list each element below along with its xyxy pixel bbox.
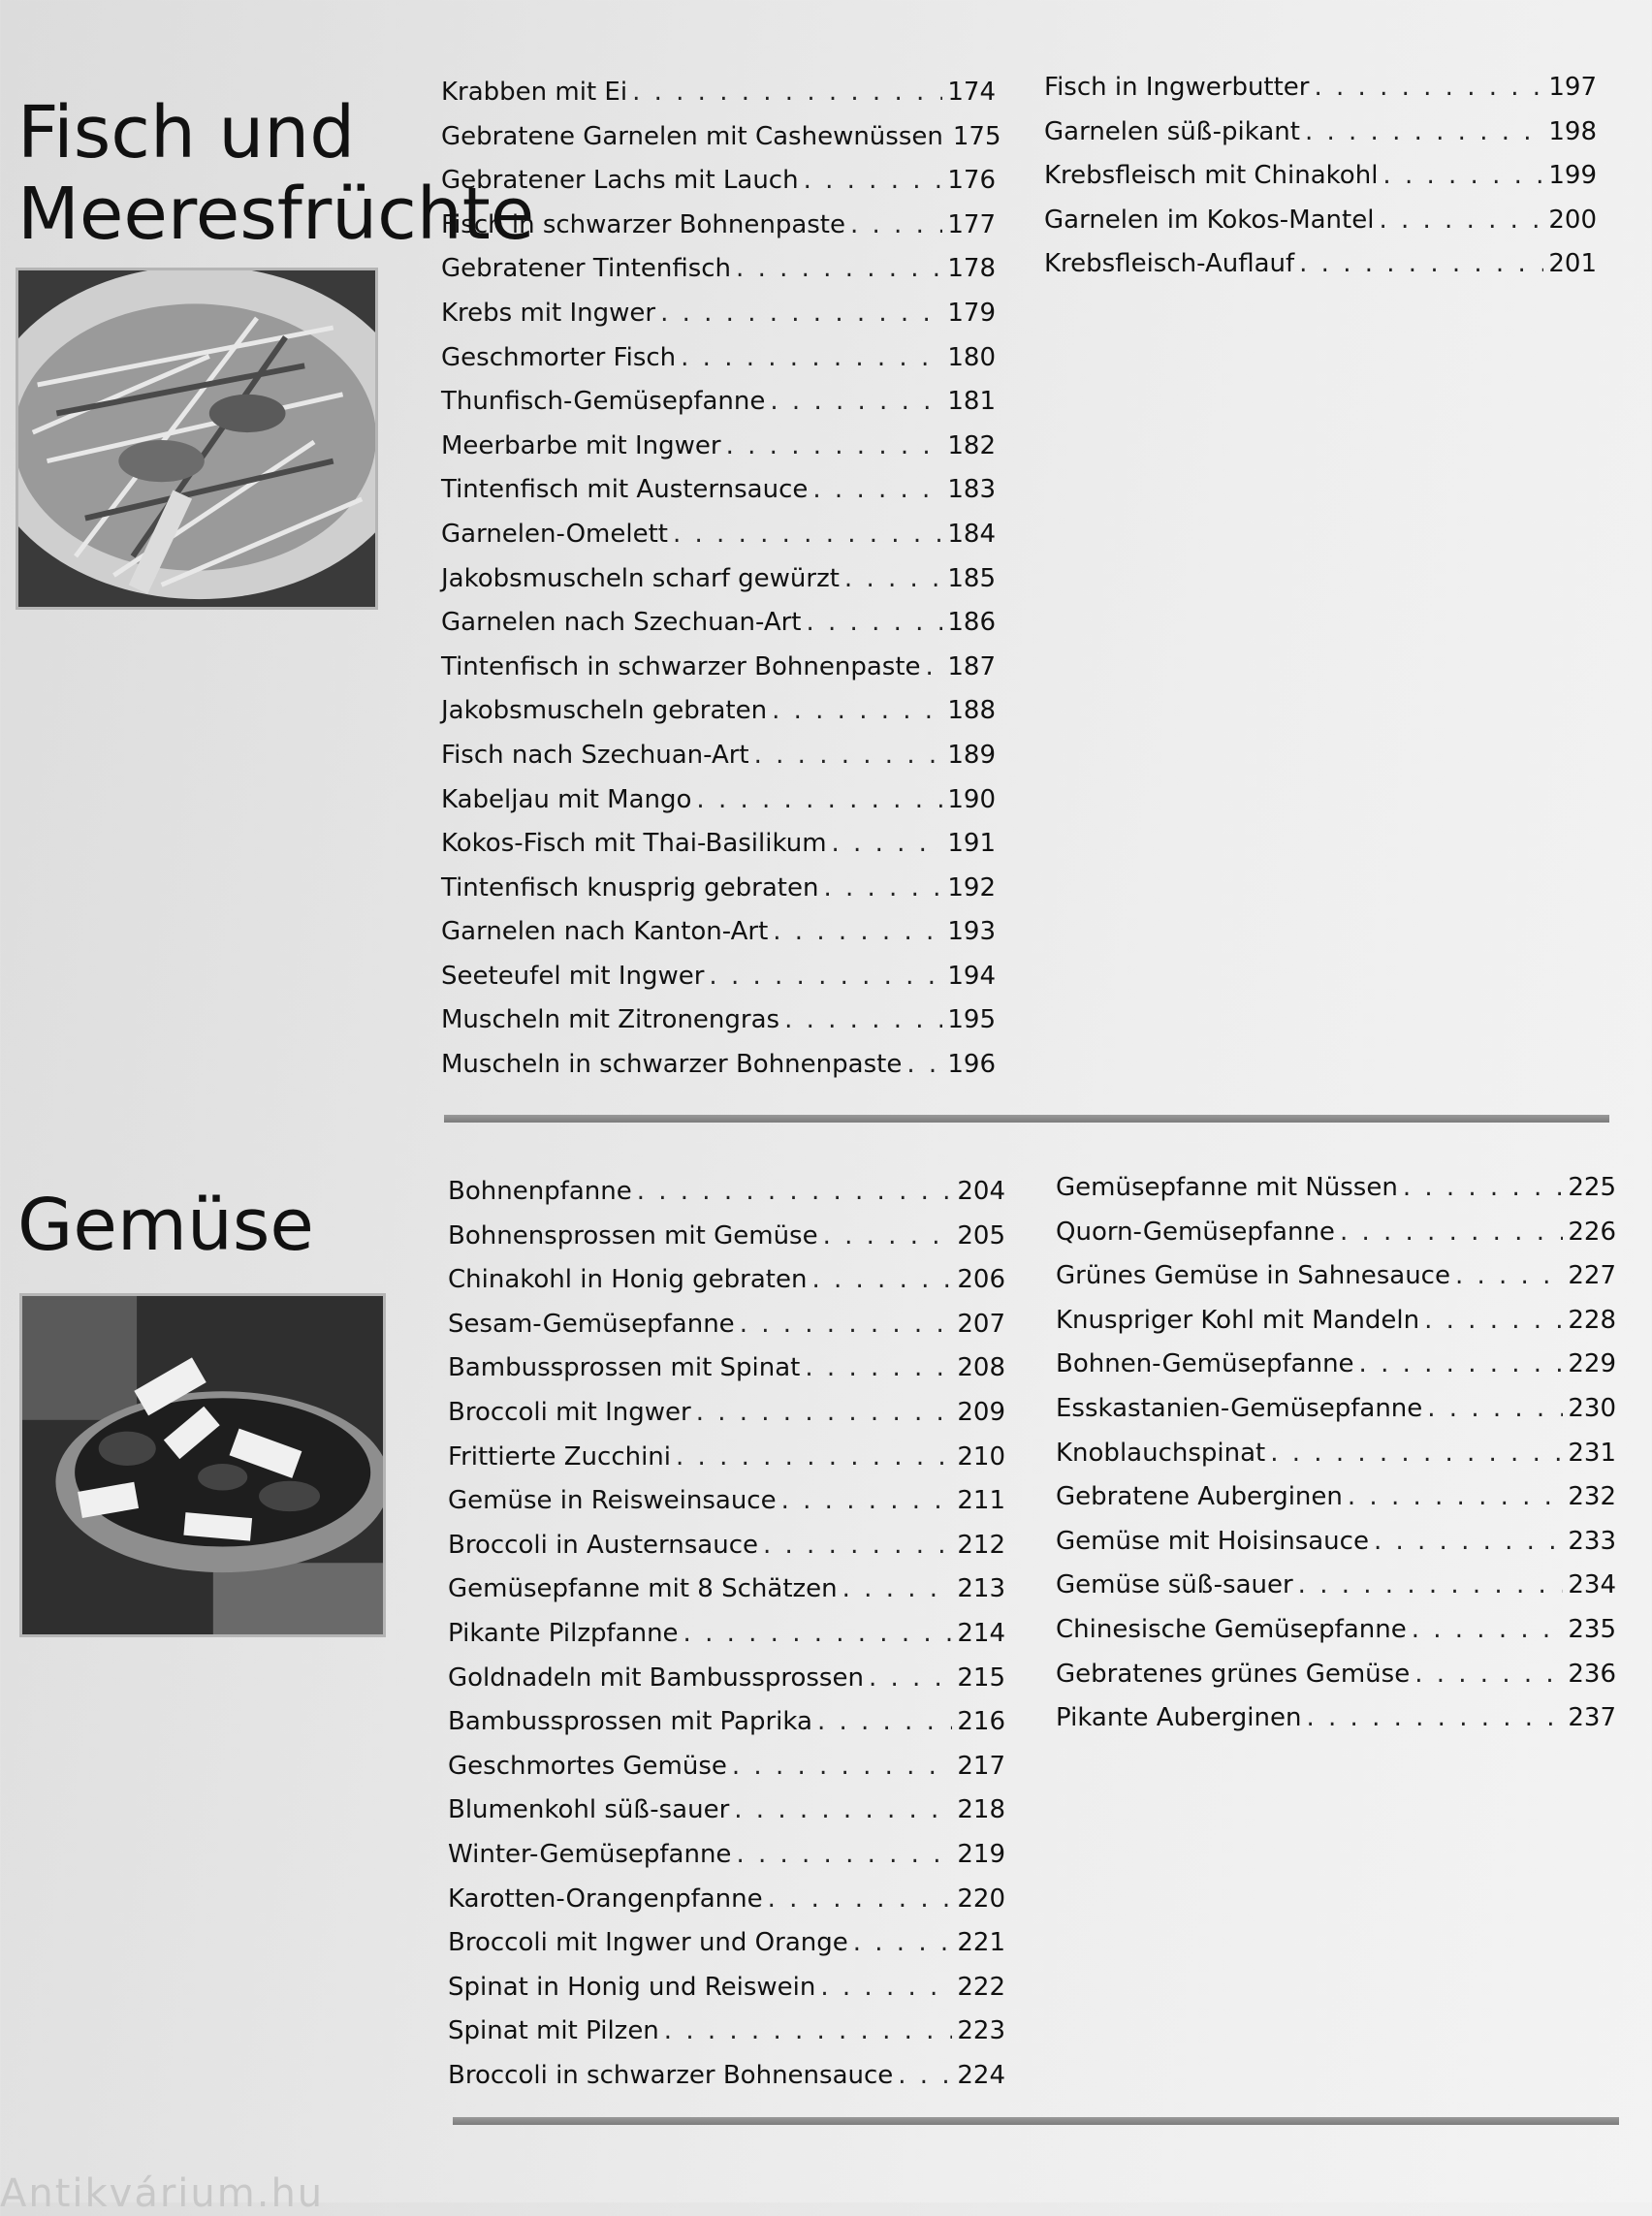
recipe-name: Gemüse süß-sauer — [1056, 1570, 1293, 1600]
toc-column-fisch-1 — [441, 78, 1001, 1094]
dot-leader — [734, 1795, 952, 1824]
toc-entry — [1044, 249, 1597, 294]
dot-leader — [696, 1398, 953, 1427]
dot-leader — [817, 1707, 952, 1736]
page-number: 190 — [947, 784, 996, 814]
toc-entry — [441, 299, 996, 343]
page-number: 235 — [1568, 1614, 1616, 1644]
recipe-name: Pikante Auberginen — [1056, 1703, 1302, 1733]
toc-entry — [1044, 161, 1597, 206]
toc-entry — [1056, 1527, 1616, 1571]
page-number: 174 — [947, 78, 996, 107]
toc-column-gemuese-2 — [1056, 1173, 1616, 1748]
page-number: 209 — [957, 1397, 1005, 1427]
page-number: 178 — [947, 254, 996, 284]
page-number: 234 — [1568, 1570, 1616, 1600]
toc-entry — [1044, 73, 1597, 117]
toc-entry — [1056, 1349, 1616, 1394]
toc-entry — [448, 1928, 1005, 1973]
toc-entry — [448, 1398, 1005, 1442]
recipe-name: Geschmorter Fisch — [441, 342, 677, 372]
recipe-name: Esskastanien-Gemüsepfanne — [1056, 1393, 1423, 1423]
dot-leader — [673, 520, 942, 549]
page-number: 188 — [947, 696, 996, 726]
section-title-gemuese — [17, 1185, 314, 1266]
toc-entry — [441, 210, 996, 255]
recipe-name: Bohnenpfanne — [448, 1177, 632, 1206]
recipe-name: Bohnen-Gemüsepfanne — [1056, 1349, 1354, 1379]
dot-leader — [1340, 1218, 1563, 1247]
recipe-name: Spinat in Honig und Reiswein — [448, 1972, 816, 2002]
page-number: 201 — [1548, 249, 1597, 279]
page-number: 226 — [1568, 1217, 1616, 1247]
toc-entry — [441, 741, 996, 785]
page-number: 198 — [1548, 116, 1597, 146]
page-number: 213 — [957, 1574, 1005, 1604]
recipe-name: Fisch nach Szechuan-Art — [441, 740, 749, 770]
recipe-name: Garnelen süß-pikant — [1044, 116, 1300, 146]
dot-leader — [632, 78, 942, 107]
recipe-name: Kokos-Fisch mit Thai-Basilikum — [441, 829, 827, 859]
dot-leader — [772, 696, 942, 725]
dot-leader — [726, 431, 943, 460]
toc-entry — [441, 917, 996, 962]
page-number: 214 — [957, 1618, 1005, 1648]
page-number: 186 — [947, 608, 996, 638]
recipe-name: Chinakohl in Honig gebraten — [448, 1265, 808, 1295]
toc-entry — [448, 1310, 1005, 1354]
page-number: 219 — [957, 1839, 1005, 1869]
recipe-name: Thunfisch-Gemüsepfanne — [441, 387, 766, 417]
recipe-name: Gebratener Lachs mit Lauch — [441, 166, 799, 196]
dot-leader — [1299, 249, 1543, 278]
recipe-name: Goldnadeln mit Bambussprossen — [448, 1662, 864, 1693]
page-number: 200 — [1548, 205, 1597, 235]
dot-leader — [820, 1973, 952, 2002]
toc-entry — [441, 121, 1001, 167]
dot-leader — [637, 1177, 953, 1206]
page-number: 218 — [957, 1795, 1005, 1825]
page-number: 176 — [947, 166, 996, 196]
dot-leader — [1359, 1349, 1564, 1378]
vegetable-dish-photo — [19, 1293, 386, 1637]
page-number: 217 — [957, 1751, 1005, 1781]
page-number: 181 — [947, 387, 996, 417]
recipe-name: Meerbarbe mit Ingwer — [441, 430, 721, 460]
recipe-name: Gemüsepfanne mit 8 Schätzen — [448, 1574, 838, 1604]
dot-leader — [1455, 1261, 1563, 1290]
toc-entry — [1056, 1615, 1616, 1660]
page-number: 193 — [947, 917, 996, 947]
toc-entry — [1056, 1261, 1616, 1306]
recipe-name: Fisch in Ingwerbutter — [1044, 73, 1310, 102]
page-number: 189 — [947, 740, 996, 770]
dot-leader — [1382, 161, 1543, 190]
recipe-name: Gemüsepfanne mit Nüssen — [1056, 1173, 1398, 1202]
toc-entry — [441, 1005, 996, 1050]
recipe-name: Garnelen-Omelett — [441, 519, 668, 549]
recipe-name: Broccoli mit Ingwer — [448, 1397, 691, 1427]
recipe-name: Krebs mit Ingwer — [441, 298, 656, 328]
toc-entry — [1056, 1439, 1616, 1483]
page-number: 227 — [1568, 1261, 1616, 1291]
stir-fried-fish-dish-photo-icon — [18, 270, 375, 607]
toc-entry — [441, 254, 996, 299]
dot-leader — [664, 2016, 953, 2045]
recipe-name: Broccoli in schwarzer Bohnensauce — [448, 2060, 894, 2090]
page-number: 179 — [947, 298, 996, 328]
page-number: 229 — [1568, 1349, 1616, 1379]
recipe-name: Quorn-Gemüsepfanne — [1056, 1217, 1335, 1247]
toc-entry — [448, 1707, 1005, 1752]
dot-leader — [1306, 1703, 1563, 1732]
page-number: 236 — [1568, 1659, 1616, 1689]
recipe-name: Gemüse in Reisweinsauce — [448, 1486, 777, 1516]
page-number: 204 — [957, 1177, 1005, 1206]
recipe-name: Fisch in schwarzer Bohnenpaste — [441, 209, 845, 239]
dot-leader — [842, 1574, 953, 1603]
recipe-name: Winter-Gemüsepfanne — [448, 1839, 732, 1869]
page-number: 220 — [957, 1884, 1005, 1914]
toc-entry — [448, 1752, 1005, 1796]
toc-column-gemuese-1 — [448, 1177, 1005, 2105]
dot-leader — [773, 917, 942, 946]
toc-entry — [1056, 1218, 1616, 1262]
dot-leader — [804, 166, 943, 195]
recipe-name: Gebratenes grünes Gemüse — [1056, 1659, 1411, 1689]
toc-entry — [441, 343, 996, 388]
toc-entry — [441, 785, 996, 830]
recipe-name: Karotten-Orangenpfanne — [448, 1884, 763, 1914]
toc-entry — [448, 1353, 1005, 1398]
toc-entry — [441, 564, 996, 609]
dot-leader — [1270, 1439, 1563, 1468]
dot-leader — [660, 299, 942, 328]
page-number: 185 — [947, 563, 996, 593]
page-number: 175 — [952, 121, 1001, 151]
toc-entry — [448, 1265, 1005, 1310]
recipe-name: Muscheln in schwarzer Bohnenpaste — [441, 1050, 903, 1080]
dot-leader — [784, 1005, 942, 1034]
dot-leader — [832, 829, 943, 858]
toc-entry — [448, 1884, 1005, 1929]
dot-leader — [850, 210, 942, 239]
dot-leader — [1424, 1306, 1563, 1335]
page-number: 233 — [1568, 1526, 1616, 1556]
page-number: 205 — [957, 1220, 1005, 1250]
recipe-name: Bohnensprossen mit Gemüse — [448, 1220, 818, 1250]
toc-entry — [441, 1050, 996, 1094]
page-number: 230 — [1568, 1393, 1616, 1423]
recipe-name: Jakobsmuscheln scharf gewürzt — [441, 563, 840, 593]
recipe-name: Knoblauchspinat — [1056, 1438, 1266, 1468]
toc-entry — [1056, 1703, 1616, 1748]
toc-entry — [1056, 1570, 1616, 1615]
page-number: 216 — [957, 1707, 1005, 1737]
section-title-line: Gemüse — [17, 1184, 314, 1267]
dot-leader — [1348, 1482, 1563, 1511]
dot-leader — [811, 1265, 952, 1294]
page-number: 206 — [957, 1265, 1005, 1295]
dot-leader — [696, 785, 942, 814]
dot-leader — [681, 343, 942, 372]
page-number: 232 — [1568, 1482, 1616, 1512]
recipe-name: Sesam-Gemüsepfanne — [448, 1309, 735, 1339]
toc-entry — [448, 1177, 1005, 1221]
recipe-name: Spinat mit Pilzen — [448, 2016, 659, 2046]
recipe-name: Frittierte Zucchini — [448, 1441, 672, 1472]
recipe-name: Krebsfleisch-Auflauf — [1044, 249, 1295, 279]
toc-entry — [448, 2016, 1005, 2061]
page-number: 182 — [947, 430, 996, 460]
fish-dish-photo — [16, 268, 378, 610]
dot-leader — [683, 1619, 953, 1648]
recipe-name: Blumenkohl süß-sauer — [448, 1795, 730, 1825]
dot-leader — [823, 1221, 953, 1250]
recipe-name: Tintenfisch mit Austernsauce — [441, 475, 809, 505]
dot-leader — [1374, 1527, 1563, 1556]
recipe-name: Bambussprossen mit Paprika — [448, 1707, 812, 1737]
page-number: 211 — [957, 1486, 1005, 1516]
toc-entry — [1056, 1394, 1616, 1439]
page-number: 237 — [1568, 1703, 1616, 1733]
toc-entry — [448, 1531, 1005, 1575]
page-number: 196 — [947, 1050, 996, 1080]
toc-column-fisch-2 — [1044, 73, 1597, 294]
toc-entry — [441, 696, 996, 741]
dot-leader — [732, 1752, 952, 1781]
page-number: 231 — [1568, 1438, 1616, 1468]
page-number: 177 — [947, 209, 996, 239]
dot-leader — [1298, 1570, 1564, 1599]
page-number: 208 — [957, 1353, 1005, 1383]
recipe-name: Gebratene Garnelen mit Cashewnüssen — [441, 121, 943, 151]
dot-leader — [805, 1353, 952, 1382]
recipe-name: Pikante Pilzpfanne — [448, 1618, 679, 1648]
toc-entry — [448, 1795, 1005, 1840]
toc-entry — [448, 1840, 1005, 1884]
recipe-name: Gebratener Tintenfisch — [441, 254, 732, 284]
dot-leader — [853, 1928, 953, 1957]
page-number: 191 — [947, 829, 996, 859]
toc-entry — [441, 520, 996, 564]
recipe-name: Grünes Gemüse in Sahnesauce — [1056, 1261, 1450, 1291]
recipe-name: Muscheln mit Zitronengras — [441, 1005, 780, 1035]
toc-entry — [441, 78, 996, 122]
dot-leader — [1414, 1660, 1563, 1689]
recipe-name: Jakobsmuscheln gebraten — [441, 696, 768, 726]
recipe-name: Tintenfisch in schwarzer Bohnenpaste — [441, 651, 921, 681]
dot-leader — [768, 1884, 953, 1914]
recipe-name: Seeteufel mit Ingwer — [441, 961, 705, 991]
toc-entry — [441, 873, 996, 918]
toc-entry — [1056, 1173, 1616, 1218]
toc-entry — [448, 1442, 1005, 1487]
section-divider — [444, 1115, 1609, 1123]
toc-entry — [448, 1619, 1005, 1663]
dot-leader — [926, 652, 943, 681]
page-number: 183 — [947, 475, 996, 505]
dot-leader — [1305, 117, 1543, 146]
toc-entry — [448, 1973, 1005, 2017]
toc-entry — [441, 608, 996, 652]
recipe-name: Gemüse mit Hoisinsauce — [1056, 1526, 1369, 1556]
recipe-name: Chinesische Gemüsepfanne — [1056, 1614, 1407, 1644]
page-number: 210 — [957, 1441, 1005, 1472]
toc-entry — [441, 387, 996, 431]
page-number: 187 — [947, 651, 996, 681]
toc-entry — [1056, 1306, 1616, 1350]
toc-entry — [441, 475, 996, 520]
toc-entry — [441, 166, 996, 210]
toc-entry — [441, 652, 996, 697]
recipe-name: Gebratene Auberginen — [1056, 1482, 1343, 1512]
page-number: 221 — [957, 1928, 1005, 1958]
page-number: 199 — [1548, 161, 1597, 191]
recipe-name: Garnelen im Kokos-Mantel — [1044, 205, 1375, 235]
toc-entry — [1056, 1482, 1616, 1527]
dot-leader — [763, 1531, 952, 1560]
page-number: 192 — [947, 872, 996, 902]
page-number: 180 — [947, 342, 996, 372]
dot-leader — [898, 2061, 952, 2090]
toc-entry — [448, 1663, 1005, 1708]
dot-leader — [906, 1050, 942, 1079]
recipe-name: Broccoli in Austernsauce — [448, 1530, 758, 1560]
page-number: 223 — [957, 2016, 1005, 2046]
page-number: 228 — [1568, 1305, 1616, 1335]
watermark: Antikvárium.hu — [0, 2171, 325, 2216]
dot-leader — [736, 1840, 952, 1869]
page-number: 212 — [957, 1530, 1005, 1560]
toc-entry — [448, 1486, 1005, 1531]
section-divider — [453, 2117, 1619, 2125]
dot-leader — [676, 1442, 952, 1472]
toc-entry — [1056, 1660, 1616, 1704]
dot-leader — [869, 1663, 952, 1693]
recipe-name: Garnelen nach Kanton-Art — [441, 917, 769, 947]
toc-entry — [1044, 206, 1597, 250]
toc-entry — [441, 829, 996, 873]
dot-leader — [709, 962, 942, 991]
recipe-name: Kabeljau mit Mango — [441, 784, 692, 814]
page-number: 197 — [1548, 73, 1597, 102]
dot-leader — [1427, 1394, 1563, 1423]
toc-entry — [448, 2061, 1005, 2105]
dot-leader — [1412, 1615, 1564, 1644]
dot-leader — [1315, 73, 1544, 102]
dot-leader — [781, 1486, 953, 1515]
dot-leader — [740, 1310, 953, 1339]
toc-entry — [448, 1221, 1005, 1266]
dot-leader — [812, 475, 942, 504]
section-title-line: Meeresfrüchte — [17, 173, 535, 256]
dot-leader — [1379, 206, 1543, 235]
dot-leader — [823, 873, 942, 902]
page-number: 194 — [947, 961, 996, 991]
toc-entry — [1044, 117, 1597, 162]
dot-leader — [736, 254, 942, 283]
dot-leader — [754, 741, 943, 770]
recipe-name: Bambussprossen mit Spinat — [448, 1353, 801, 1383]
dot-leader — [1403, 1173, 1564, 1202]
page-number: 215 — [957, 1662, 1005, 1693]
page-number: 195 — [947, 1005, 996, 1035]
page-number: 207 — [957, 1309, 1005, 1339]
recipe-name: Geschmortes Gemüse — [448, 1751, 727, 1781]
dot-leader — [770, 387, 942, 416]
recipe-name: Krabben mit Ei — [441, 78, 628, 107]
page-number: 184 — [947, 519, 996, 549]
toc-entry — [441, 431, 996, 476]
toc-entry — [441, 962, 996, 1006]
recipe-name: Garnelen nach Szechuan-Art — [441, 608, 802, 638]
page-number: 224 — [957, 2060, 1005, 2090]
recipe-name: Krebsfleisch mit Chinakohl — [1044, 161, 1379, 191]
recipe-name: Tintenfisch knusprig gebraten — [441, 872, 819, 902]
dot-leader — [807, 608, 943, 637]
page-number: 222 — [957, 1972, 1005, 2002]
recipe-name: Broccoli mit Ingwer und Orange — [448, 1928, 848, 1958]
recipe-name: Knuspriger Kohl mit Mandeln — [1056, 1305, 1420, 1335]
page-number: 225 — [1568, 1173, 1616, 1202]
vegetable-dish-photo-icon — [22, 1296, 383, 1634]
dot-leader — [844, 564, 942, 593]
toc-entry — [448, 1574, 1005, 1619]
section-title-line: Fisch und — [17, 91, 356, 174]
